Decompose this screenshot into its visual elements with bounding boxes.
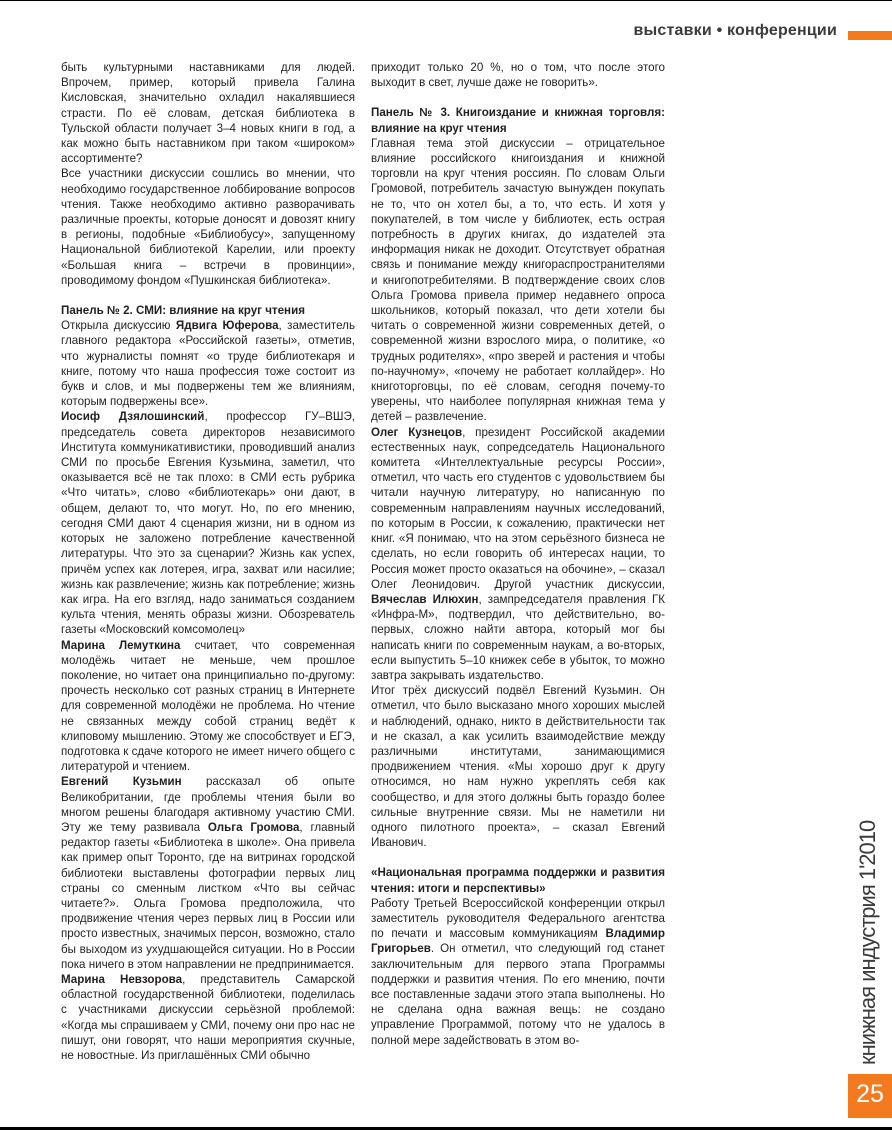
paragraph: Открыла дискуссию Ядвига Юферова, заместитель главного редактора «Российской газеты», отметив, что журналисты помнят «о труде библиотекаря и книге, потому что наша профессия тоже состоит из букв и слов, и мы подвержены тем же влияниям, которым подвержены все». [61, 319, 355, 409]
section-title: выставки • конференции [633, 22, 837, 39]
speaker-name: Ольга Громова [207, 820, 300, 834]
paragraph: Иосиф Дзялошинский, профессор ГУ–ВШЭ, председатель совета директоров независимого Института коммуникативистики, проводивший анализ СМИ по просьбе Евгения Кузьмина, заметил, что оказывается всё не так плохо: в СМИ есть рубрика «Что читать», слово «библиотекарь» они дают, в общем, делают то, что могут. Но, по его мнению, сегодня СМИ дают 4 сценария жизни, ни в одном из которых не заложено потребление качественной литературы. Что это за сценарии? Жизнь как успех, причём успех как лотерея, игра, захват или насилие; жизнь как развлечение; жизнь как потребление; жизнь как игра. На его взгляд, надо заниматься созданием культа чтения, менять образы жизни. Обозреватель газеты «Московский комсомолец» [61, 410, 355, 637]
page-number-box [848, 1074, 892, 1118]
panel3-heading: Панель № 3. Книгоиздание и книжная торговля: влияние на круг чтения [371, 106, 665, 135]
left-column [61, 60, 355, 1063]
paragraph: Итог трёх дискуссий подвёл Евгений Кузьмин. Он отметил, что было высказано много хороших мыслей и наблюдений, однако, никто в действительности так и не сказал, а как усилить взаимодействие между различными институтами, занимающимися продвижением чтения. «Мы хорошо друг к другу относимся, но нам нужно укреплять себя как сообщество, и для этого должны быть гораздо более сильные внутренние связи. Мы не наметили ни одного пилотного проекта», – сказал Евгений Иванович. [371, 684, 665, 850]
speaker-name: Марина Невзорова [61, 972, 183, 986]
paragraph: Все участники дискуссии сошлись во мнении, что необходимо государственное лоббирование вопросов чтения. Также необходимо активно разворачивать различные проекты, которые доносят и довозят книгу в регионы, подобные «Библиобусу», запущенному Национальной библиотекой Карелии, или проекту «Большая книга – встречи в провинции», проводимому фондом «Пушкинская библиотека». [61, 167, 355, 287]
paragraph: Главная тема этой дискуссии – отрицательное влияние российского книгоиздания и книжной торговли на круг чтения россиян. По словам Ольги Громовой, потребитель зачастую вынужден покупать не то, что он хотел бы, а то, что есть. И хотя у покупателей, в том числе у библиотек, есть острая потребность в других книгах, до издателей эта информация никак не доходит. Отсутствует обратная связь и понимание между книгораспространителями и книгопотребителями. В подтверждение своих слов Ольга Громова привела пример недавнего опроса школьников, который показал, что дети хотели бы читать о современной жизни современных детей, о современной жизни взрослого мира, о политике, «о трудных родителях», «про зверей и растения и чтобы по-научному», «почему не работает коллайдер». Но книготорговцы, по её словам, сегодня почему-то уверены, что наиболее популярная книжная тема у детей – развлечение. [371, 136, 665, 424]
speaker-name: Иосиф Дзялошинский [61, 410, 205, 424]
speaker-name: Вячеслав Илюхин [371, 592, 479, 606]
paragraph: Марина Невзорова, представитель Самарской областной государственной библиотеки, поделилась с участниками дискуссии серьёзной проблемой: «Когда мы спрашиваем у СМИ, почему они про нас не пишут, они говорят, что наши мероприятия скучные, не новостные. Из приглашённых СМИ обычно [61, 972, 355, 1062]
paragraph: приходит только 20 %, но о том, что после этого выходит в свет, лучше даже не говорить». [371, 61, 665, 90]
speaker-name: Марина Лемуткина [61, 638, 181, 652]
paragraph: Евгений Кузьмин рассказал об опыте Великобритании, где проблемы чтения были во многом решены благодаря активному участию СМИ. Эту же тему развивала Ольга Громова, главный редактор газеты «Библиотека в школе». Она привела как пример опыт Торонто, где на витринах городской библиотеки выставлены фотографии первых лиц страны со сменным листком «Что вы сейчас читаете?». Ольга Громова предположила, что продвижение чтения через первых лиц в России или просто известных, значимых персон, возможно, стало бы выходом из ухудшающейся ситуации. Но в России пока ничего в этом направлении не предпринимается. [61, 775, 355, 971]
paragraph: Марина Лемуткина считает, что современная молодёжь читает не меньше, чем прошлое поколение, но читает она принципиально по-другому: прочесть несколько сот разных страниц в Интернете для современной молодёжи не проблема. Но чтение не связанных между собой страниц ведёт к клиповому мышлению. Этому же способствует и ЕГЭ, подготовка к сдаче которого не имеет ничего общего с литературой и чтением. [61, 638, 355, 774]
speaker-name: Ядвига Юферова [175, 319, 279, 333]
speaker-name: Олег Кузнецов [371, 425, 463, 439]
speaker-name: Владимир Григорьев [371, 927, 665, 956]
speaker-name: Евгений Кузьмин [61, 775, 182, 789]
page-number: 25 [856, 1080, 884, 1108]
paragraph: Олег Кузнецов, президент Российской академии естественных наук, сопредседатель Национального комитета «Интеллектуальные ресурсы России», отметил, что часть его студентов с удовольствием бы читали научную литературу, но написанную по современным направлениям научных исследований, по которым в России, к сожалению, практически нет книг. «Я понимаю, что на этом серьёзного бизнеса не сделать, но если говорить об интересах нации, то Россия может просто оказаться на обочине», – сказал Олег Леонидович. Другой участник дискуссии, Вячеслав Илюхин, зампредседателя правления ГК «Инфра-М», подтвердил, что действительно, во-первых, сложно найти автора, который мог бы написать книги по современным наукам, а во-вторых, если выпустить 5–10 книжек себе в убыток, то можно завтра закрывать издательство. [371, 425, 665, 682]
magazine-title: книжная индустрия 1'2010 [855, 820, 880, 1065]
header-accent-bar [848, 31, 892, 40]
paragraph: быть культурными наставниками для людей. Впрочем, пример, который привела Галина Кисловская, значительно охладил накалявшиеся страсти. По её словам, детская библиотека в Тульской области получает 3–4 новых книги в год, а как можно быть наставником при таком «широком» ассортименте? [61, 61, 355, 166]
right-column [371, 60, 665, 1048]
paragraph: Работу Третьей Всероссийской конференции открыл заместитель руководителя Федерального агентства по печати и массовым коммуникациям Владимир Григорьев. Он отметил, что следующий год станет заключительным для первого этапа Программы поддержки и развития чтения. По его мнению, почти все поставленные задачи этого этапа выполнены. Но не сделана одна важная вещь: не создано управление Программой, потому что не удалось в полной мере задействовать в этом во- [371, 896, 665, 1047]
top-border [0, 0, 892, 1]
program-heading: «Национальная программа поддержки и развития чтения: итоги и перспективы» [371, 866, 665, 895]
panel2-heading: Панель № 2. СМИ: влияние на круг чтения [61, 304, 305, 318]
